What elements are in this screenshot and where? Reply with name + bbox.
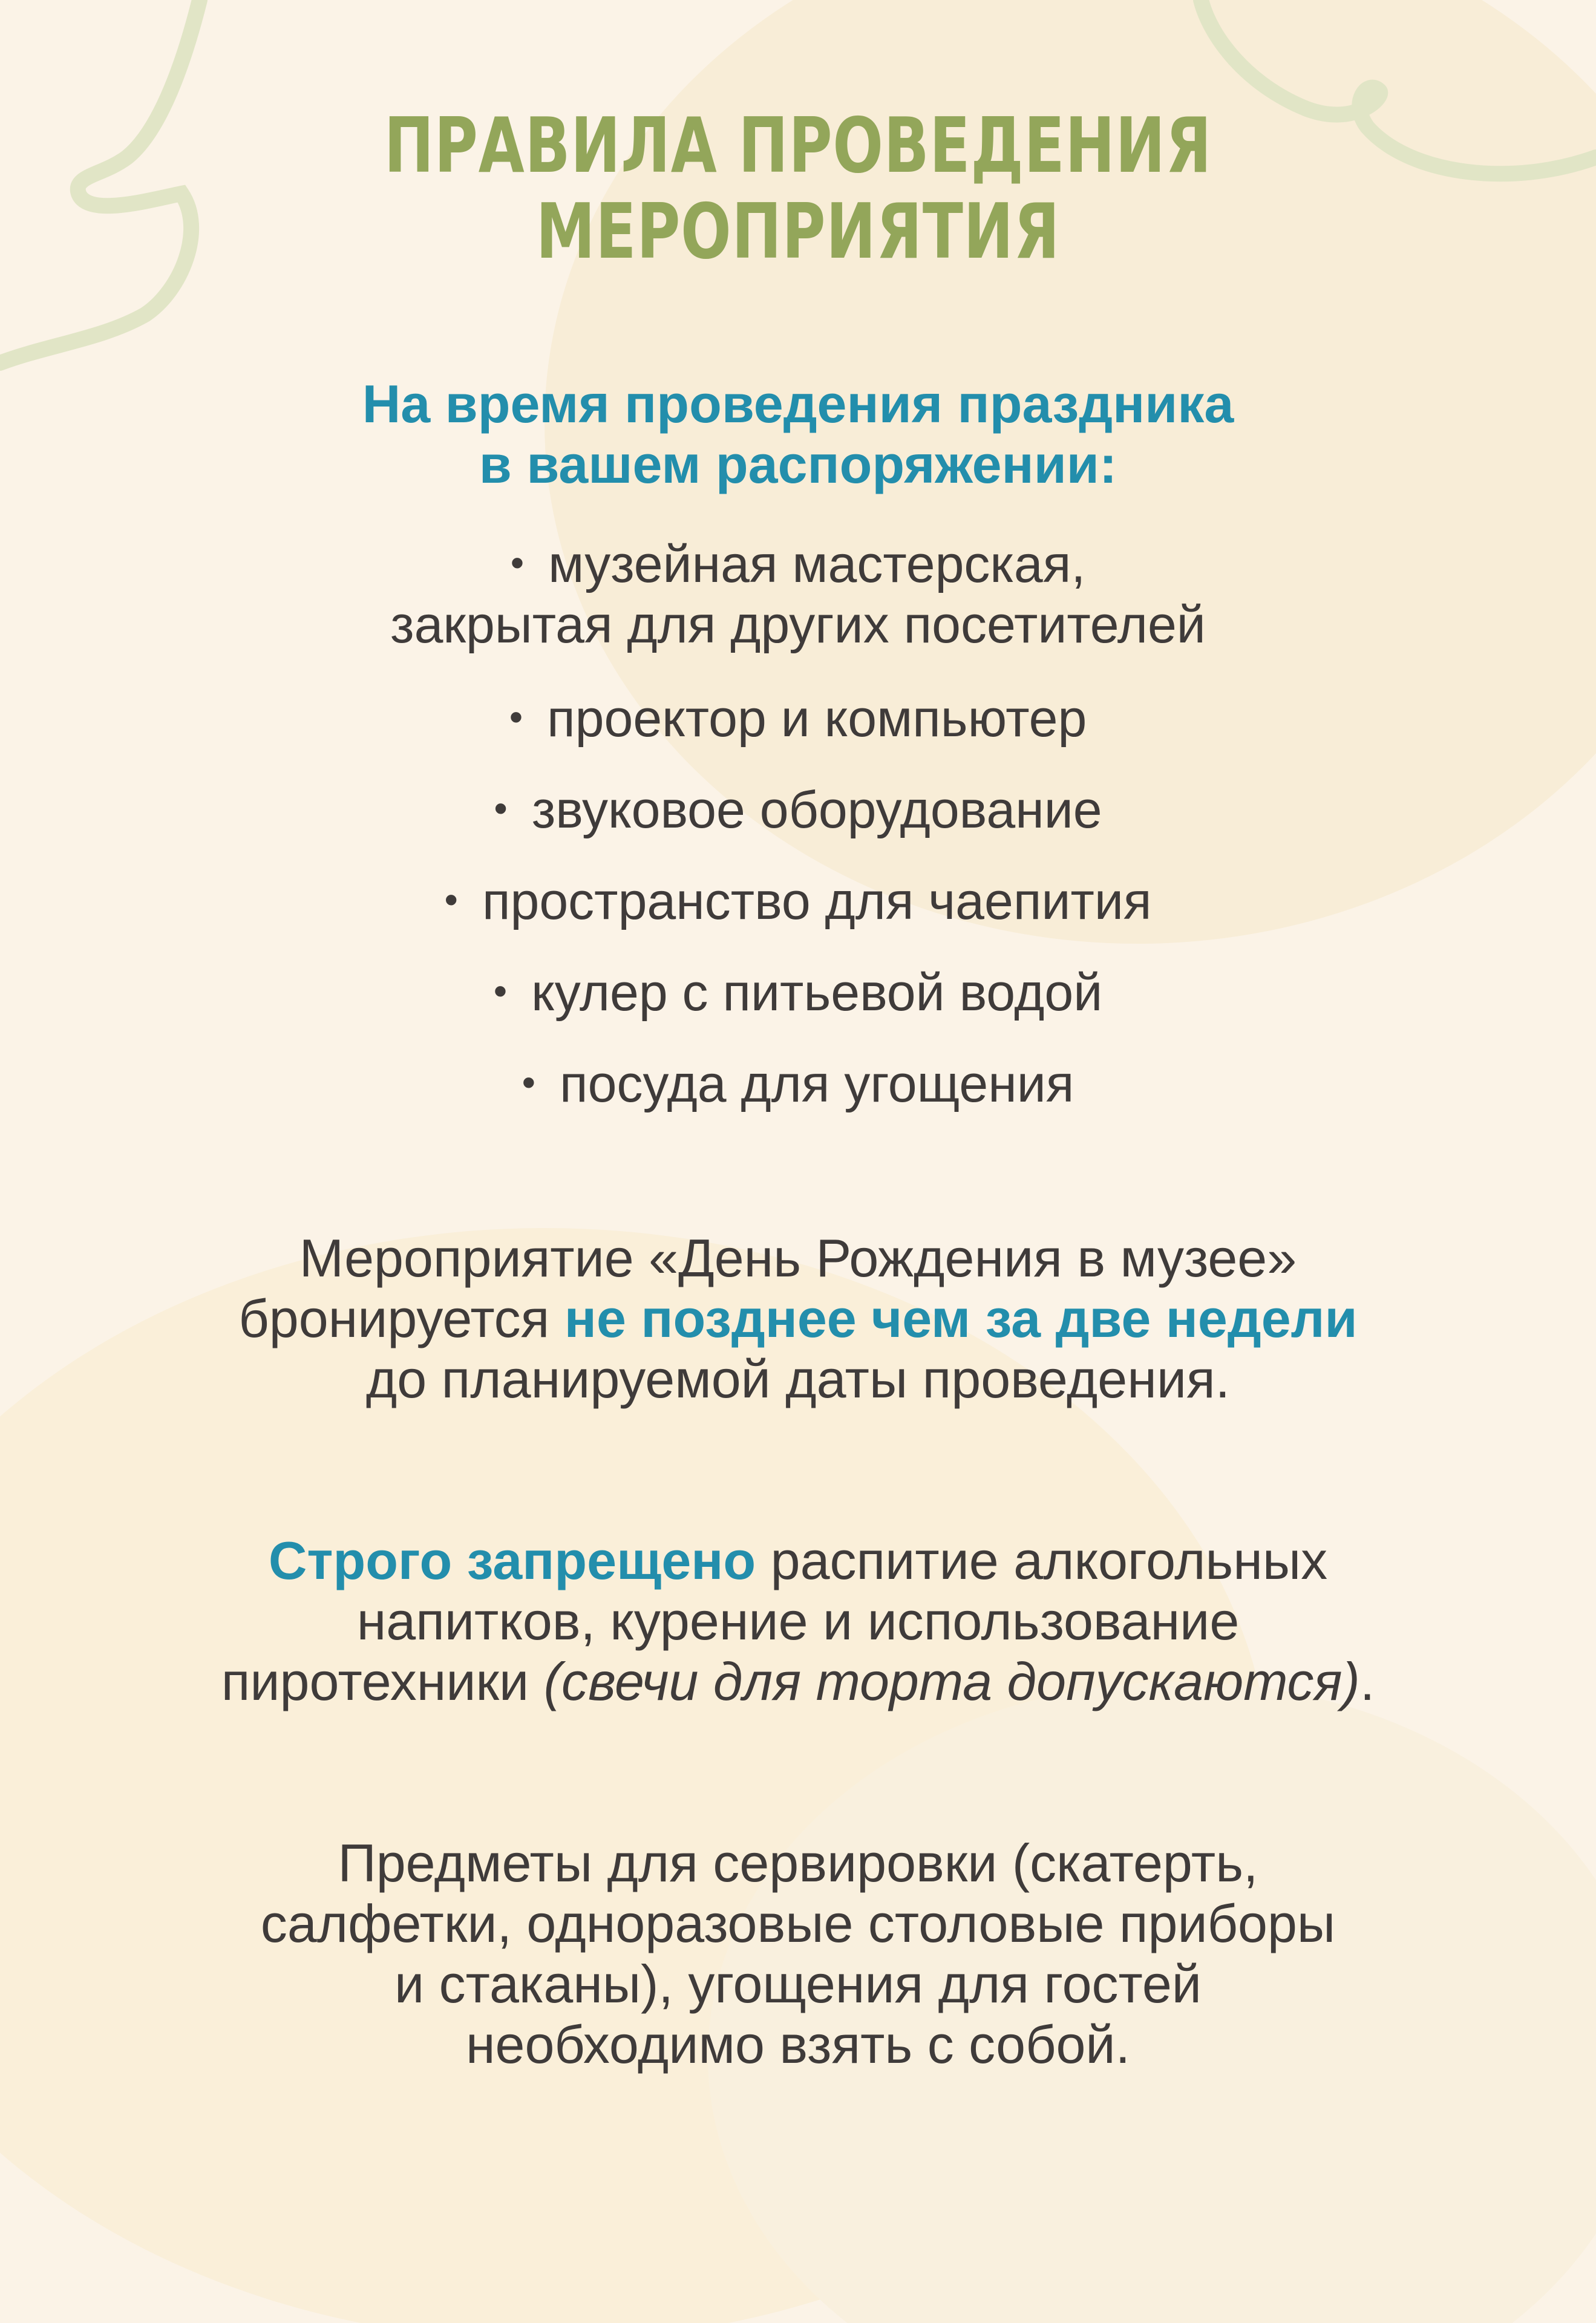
amenities-list: [0, 532, 1596, 1143]
list-item-text: кулер с питьевой водой: [531, 964, 1103, 1022]
booking-paragraph: [0, 1228, 1596, 1410]
items-to-bring-line-2: салфетки, одноразовые столовые приборы: [260, 1893, 1336, 1953]
list-item-text: музейная мастерская,: [548, 535, 1086, 593]
list-item: [0, 961, 1596, 1023]
items-to-bring-line-4: необходимо взять с собой.: [465, 2014, 1131, 2074]
prohibition-paragraph: [0, 1531, 1596, 1712]
list-item-text-continuation: закрытая для других посетителей: [390, 596, 1206, 654]
list-item-text: посуда для угощения: [560, 1055, 1074, 1113]
page-title-line-2: МЕРОПРИЯТИЯ: [535, 187, 1061, 276]
items-to-bring-line-3: и стаканы), угощения для гостей: [394, 1954, 1202, 2014]
prohibition-line-1: [0, 1531, 1596, 1591]
page-title: [175, 103, 1421, 275]
prohibition-line-3-suffix: .: [1359, 1652, 1375, 1711]
prohibition-line-3: [0, 1652, 1596, 1712]
list-item: [0, 778, 1596, 840]
bullet-icon: •: [493, 969, 508, 1013]
amenities-heading: [0, 374, 1596, 495]
list-item-text: звуковое оборудование: [531, 781, 1102, 839]
prohibition-line-3-prefix: пиротехники: [221, 1652, 544, 1711]
bullet-icon: •: [444, 878, 458, 921]
prohibition-line-1-rest: распитие алкогольных: [756, 1531, 1328, 1590]
list-item: [0, 1052, 1596, 1114]
items-to-bring-line-1: Предметы для сервировки (скатерть,: [338, 1833, 1258, 1893]
booking-line-3: до планируемой даты проведения.: [365, 1349, 1231, 1409]
prohibition-highlight: Строго запрещено: [268, 1531, 756, 1590]
amenities-heading-line-2: в вашем распоряжении:: [479, 434, 1117, 494]
prohibition-line-2: напитков, курение и использование: [356, 1591, 1240, 1651]
list-item: [0, 532, 1596, 655]
prohibition-exception-note: (свечи для торта допускаются): [543, 1652, 1360, 1711]
page-title-line-1: ПРАВИЛА ПРОВЕДЕНИЯ: [384, 101, 1212, 190]
booking-line-2-prefix: бронируется: [238, 1289, 564, 1348]
bullet-icon: •: [522, 1060, 536, 1104]
list-item: [0, 869, 1596, 932]
booking-deadline-highlight: не позднее чем за две недели: [564, 1289, 1358, 1348]
list-item-text: проектор и компьютер: [547, 690, 1087, 748]
bullet-icon: •: [494, 786, 508, 830]
bullet-icon: •: [509, 695, 523, 739]
items-to-bring-paragraph: [0, 1833, 1596, 2075]
list-item: [0, 687, 1596, 749]
bullet-icon: •: [510, 541, 525, 584]
amenities-heading-line-1: На время проведения праздника: [362, 374, 1234, 434]
booking-line-2: [0, 1289, 1596, 1349]
list-item-line: [0, 532, 1596, 595]
list-item-text: пространство для чаепития: [482, 872, 1152, 930]
booking-line-1: Мероприятие «День Рождения в музее»: [299, 1228, 1297, 1288]
